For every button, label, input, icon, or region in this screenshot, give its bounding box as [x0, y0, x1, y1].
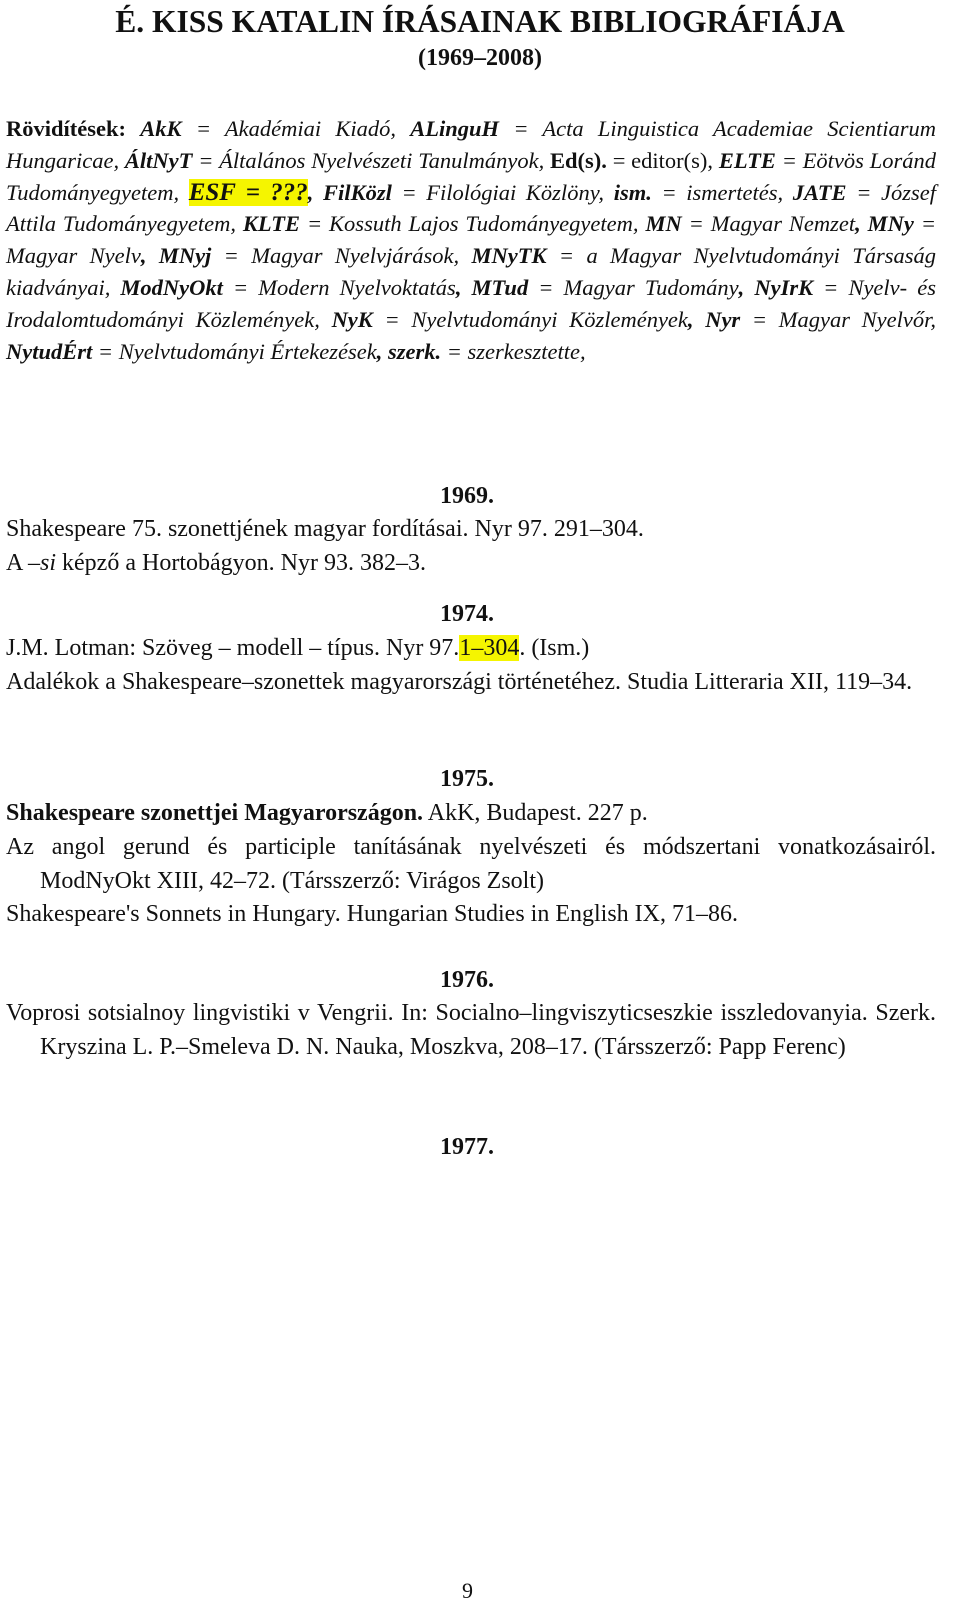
- abbr-term: ELTE: [718, 147, 776, 173]
- abbr-def: = Nyelvtudományi Értekezések: [92, 338, 377, 364]
- document-title: É. KISS KATALIN ÍRÁSAINAK BIBLIOGRÁFIÁJA: [115, 4, 845, 39]
- abbr-def: = Magyar Nyelvjárások,: [211, 243, 472, 269]
- bibliography-entry: Az angol gerund és participle tanításának nyelvészeti és módszertani vonatkozásairól. ModNyOkt XIII, 42–72. (Társszerző: Virágos Zsolt): [6, 834, 936, 894]
- entry-text-highlighted: 1–304: [459, 635, 520, 661]
- abbr-def: = Általános Nyelvészeti Tanulmányok,: [192, 147, 551, 173]
- abbr-def: = Kossuth Lajos Tudományegyetem,: [300, 211, 646, 237]
- page-number: 9: [462, 1578, 473, 1603]
- year-heading-1974: 1974.: [440, 601, 494, 627]
- abbr-term: , MNyj: [140, 243, 212, 269]
- abbr-term-highlighted: ESF: [188, 178, 236, 206]
- abbr-def: = Magyar Nemzet: [681, 211, 856, 237]
- year-heading-1976: 1976.: [440, 967, 494, 993]
- abbr-def: = Nyelv- és Irodalomtudományi Közlemények,: [6, 274, 936, 332]
- entry-text: A –: [6, 550, 41, 576]
- entry-text-italic: si: [40, 550, 57, 576]
- abbr-def: = szerkesztette,: [441, 338, 586, 364]
- abbr-def-highlighted: = ???: [235, 178, 308, 206]
- bibliography-entry: Shakespeare 75. szonettjének magyar fordításai. Nyr 97. 291–304.: [6, 516, 644, 542]
- abbr-term: AkK: [140, 116, 182, 141]
- abbr-def: = József Attila Tudományegyetem,: [6, 179, 936, 237]
- abbr-term: , NyIrK: [738, 274, 814, 300]
- abbr-def: = Nyelvtudományi Közlemények: [372, 306, 688, 332]
- abbr-label: Rövidítések:: [6, 116, 126, 141]
- abbr-term: NyK: [331, 306, 373, 332]
- abbr-term: Ed(s).: [550, 147, 607, 173]
- abbr-term: , Nyr: [687, 306, 741, 332]
- abbr-term: , MNy: [855, 211, 914, 237]
- abbr-def: = Eötvös Loránd Tudományegyetem,: [6, 147, 936, 205]
- bibliography-entry: [6, 547, 936, 581]
- abbr-term: , FilKözl: [307, 179, 392, 205]
- bibliography-entry: [6, 797, 936, 831]
- abbr-term: , szerk.: [376, 338, 442, 364]
- abbr-term: NytudÉrt: [6, 338, 93, 364]
- abbr-term: KLTE: [242, 211, 301, 237]
- bibliography-entry: Adalékok a Shakespeare–szonettek magyarországi történetéhez. Studia Litteraria XII, 119–34.: [6, 669, 913, 695]
- abbr-term: ism.: [613, 179, 652, 205]
- entry-text: képző a Hortobágyon. Nyr 93. 382–3.: [56, 550, 426, 576]
- abbr-term: ModNyOkt: [120, 274, 223, 300]
- abbr-term: JATE: [792, 179, 847, 205]
- abbreviations-paragraph: [6, 113, 936, 367]
- abbr-term: MN: [645, 211, 682, 237]
- bibliography-entry: Voprosi sotsialnoy lingvistiki v Vengrii. In: Socialno–lingviszyticseszkie isszledovanyia. Szerk. Kryszina L. P.–Smeleva D. N. Nauka, Moszkva, 208–17. (Társszerző: Papp Ferenc): [6, 1000, 936, 1060]
- abbr-term: MNyTK: [471, 243, 547, 269]
- abbr-def: = editor(s),: [606, 147, 719, 173]
- abbr-def: = Magyar Nyelvőr,: [740, 306, 936, 332]
- year-heading-1977: 1977.: [440, 1134, 494, 1160]
- abbr-def: = Magyar Nyelv: [6, 211, 937, 269]
- abbr-term: ÁltNyT: [124, 147, 193, 173]
- year-heading-1969: 1969.: [440, 483, 494, 509]
- bibliography-entry: Shakespeare's Sonnets in Hungary. Hungarian Studies in English IX, 71–86.: [6, 901, 738, 927]
- year-heading-1975: 1975.: [440, 766, 494, 792]
- abbr-def: = Filológiai Közlöny,: [391, 179, 614, 205]
- abbr-def: = Modern Nyelvoktatás: [222, 274, 456, 300]
- abbr-def: = Acta Linguistica Academiae Scientiarum Hungaricae,: [6, 116, 936, 173]
- abbr-term: , MTud: [455, 274, 529, 300]
- abbr-def: = Akadémiai Kiadó,: [181, 116, 411, 141]
- abbr-term: ALinguH: [410, 116, 500, 141]
- entry-text: . (Ism.): [519, 635, 590, 661]
- document-subtitle: (1969–2008): [418, 45, 542, 71]
- abbr-def: = Magyar Tudomány: [528, 274, 739, 300]
- bibliography-entry: [6, 632, 936, 666]
- entry-title-bold: Shakespeare szonettjei Magyarországon.: [6, 800, 424, 826]
- entry-text: AkK, Budapest. 227 p.: [423, 800, 648, 826]
- abbr-def: = a Magyar Nyelvtudományi Társaság kiadványai,: [6, 243, 936, 300]
- abbr-def: = ismertetés,: [651, 179, 793, 205]
- entry-text: J.M. Lotman: Szöveg – modell – típus. Nyr 97.: [6, 635, 460, 661]
